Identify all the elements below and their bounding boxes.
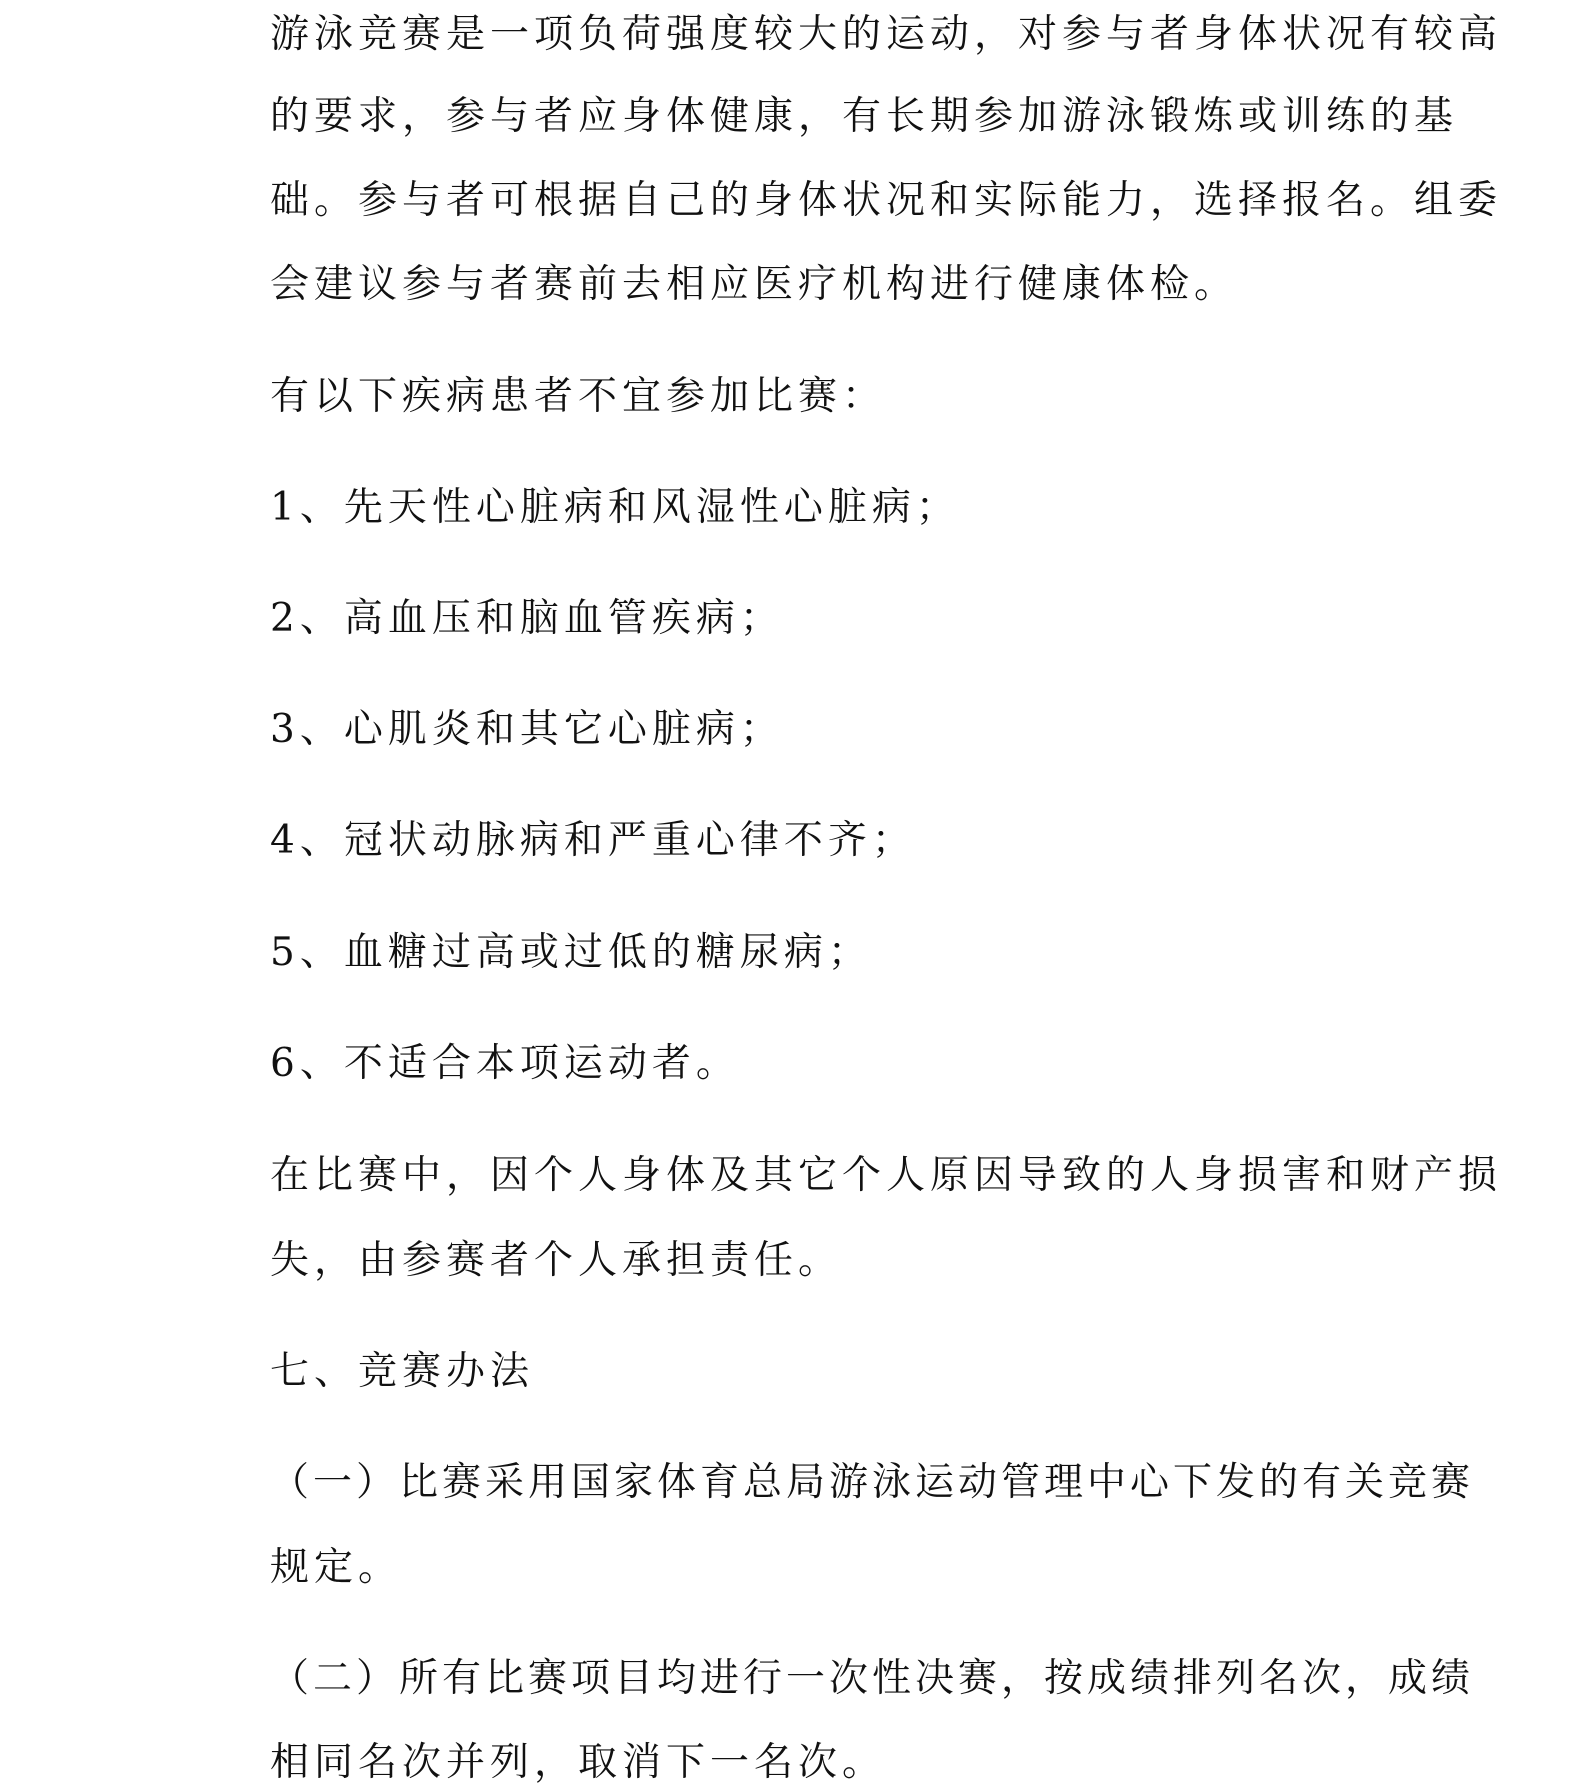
rule-1-line-2: 规定。 — [270, 1545, 403, 1590]
intro-paragraph-line-1: 游泳竞赛是一项负荷强度较大的运动，对参与者身体状况有较高 — [270, 12, 1503, 57]
intro-paragraph-line-3: 础。参与者可根据自己的身体状况和实际能力，选择报名。组委 — [270, 178, 1503, 223]
section-heading: 七、竞赛办法 — [270, 1349, 535, 1394]
liability-paragraph-line-1: 在比赛中，因个人身体及其它个人原因导致的人身损害和财产损 — [270, 1153, 1503, 1198]
rule-1-line-1: （一）比赛采用国家体育总局游泳运动管理中心下发的有关竞赛 — [270, 1460, 1475, 1505]
disease-list-item: 3、心肌炎和其它心脏病； — [270, 707, 784, 752]
disease-list-item: 4、冠状动脉病和严重心律不齐； — [270, 818, 916, 863]
disease-list-item: 5、血糖过高或过低的糖尿病； — [270, 930, 872, 975]
intro-paragraph-line-2: 的要求，参与者应身体健康，有长期参加游泳锻炼或训练的基 — [270, 94, 1459, 139]
liability-paragraph-line-2: 失，由参赛者个人承担责任。 — [270, 1238, 843, 1283]
disease-heading: 有以下疾病患者不宜参加比赛： — [270, 374, 887, 419]
rule-2-line-2: 相同名次并列，取消下一名次。 — [270, 1740, 887, 1785]
intro-paragraph-line-4: 会建议参与者赛前去相应医疗机构进行健康体检。 — [270, 262, 1239, 307]
disease-list-item: 6、不适合本项运动者。 — [270, 1041, 740, 1086]
disease-list-item: 1、先天性心脏病和风湿性心脏病； — [270, 485, 960, 530]
disease-list-item: 2、高血压和脑血管疾病； — [270, 596, 784, 641]
rule-2-line-1: （二）所有比赛项目均进行一次性决赛，按成绩排列名次，成绩 — [270, 1656, 1475, 1701]
